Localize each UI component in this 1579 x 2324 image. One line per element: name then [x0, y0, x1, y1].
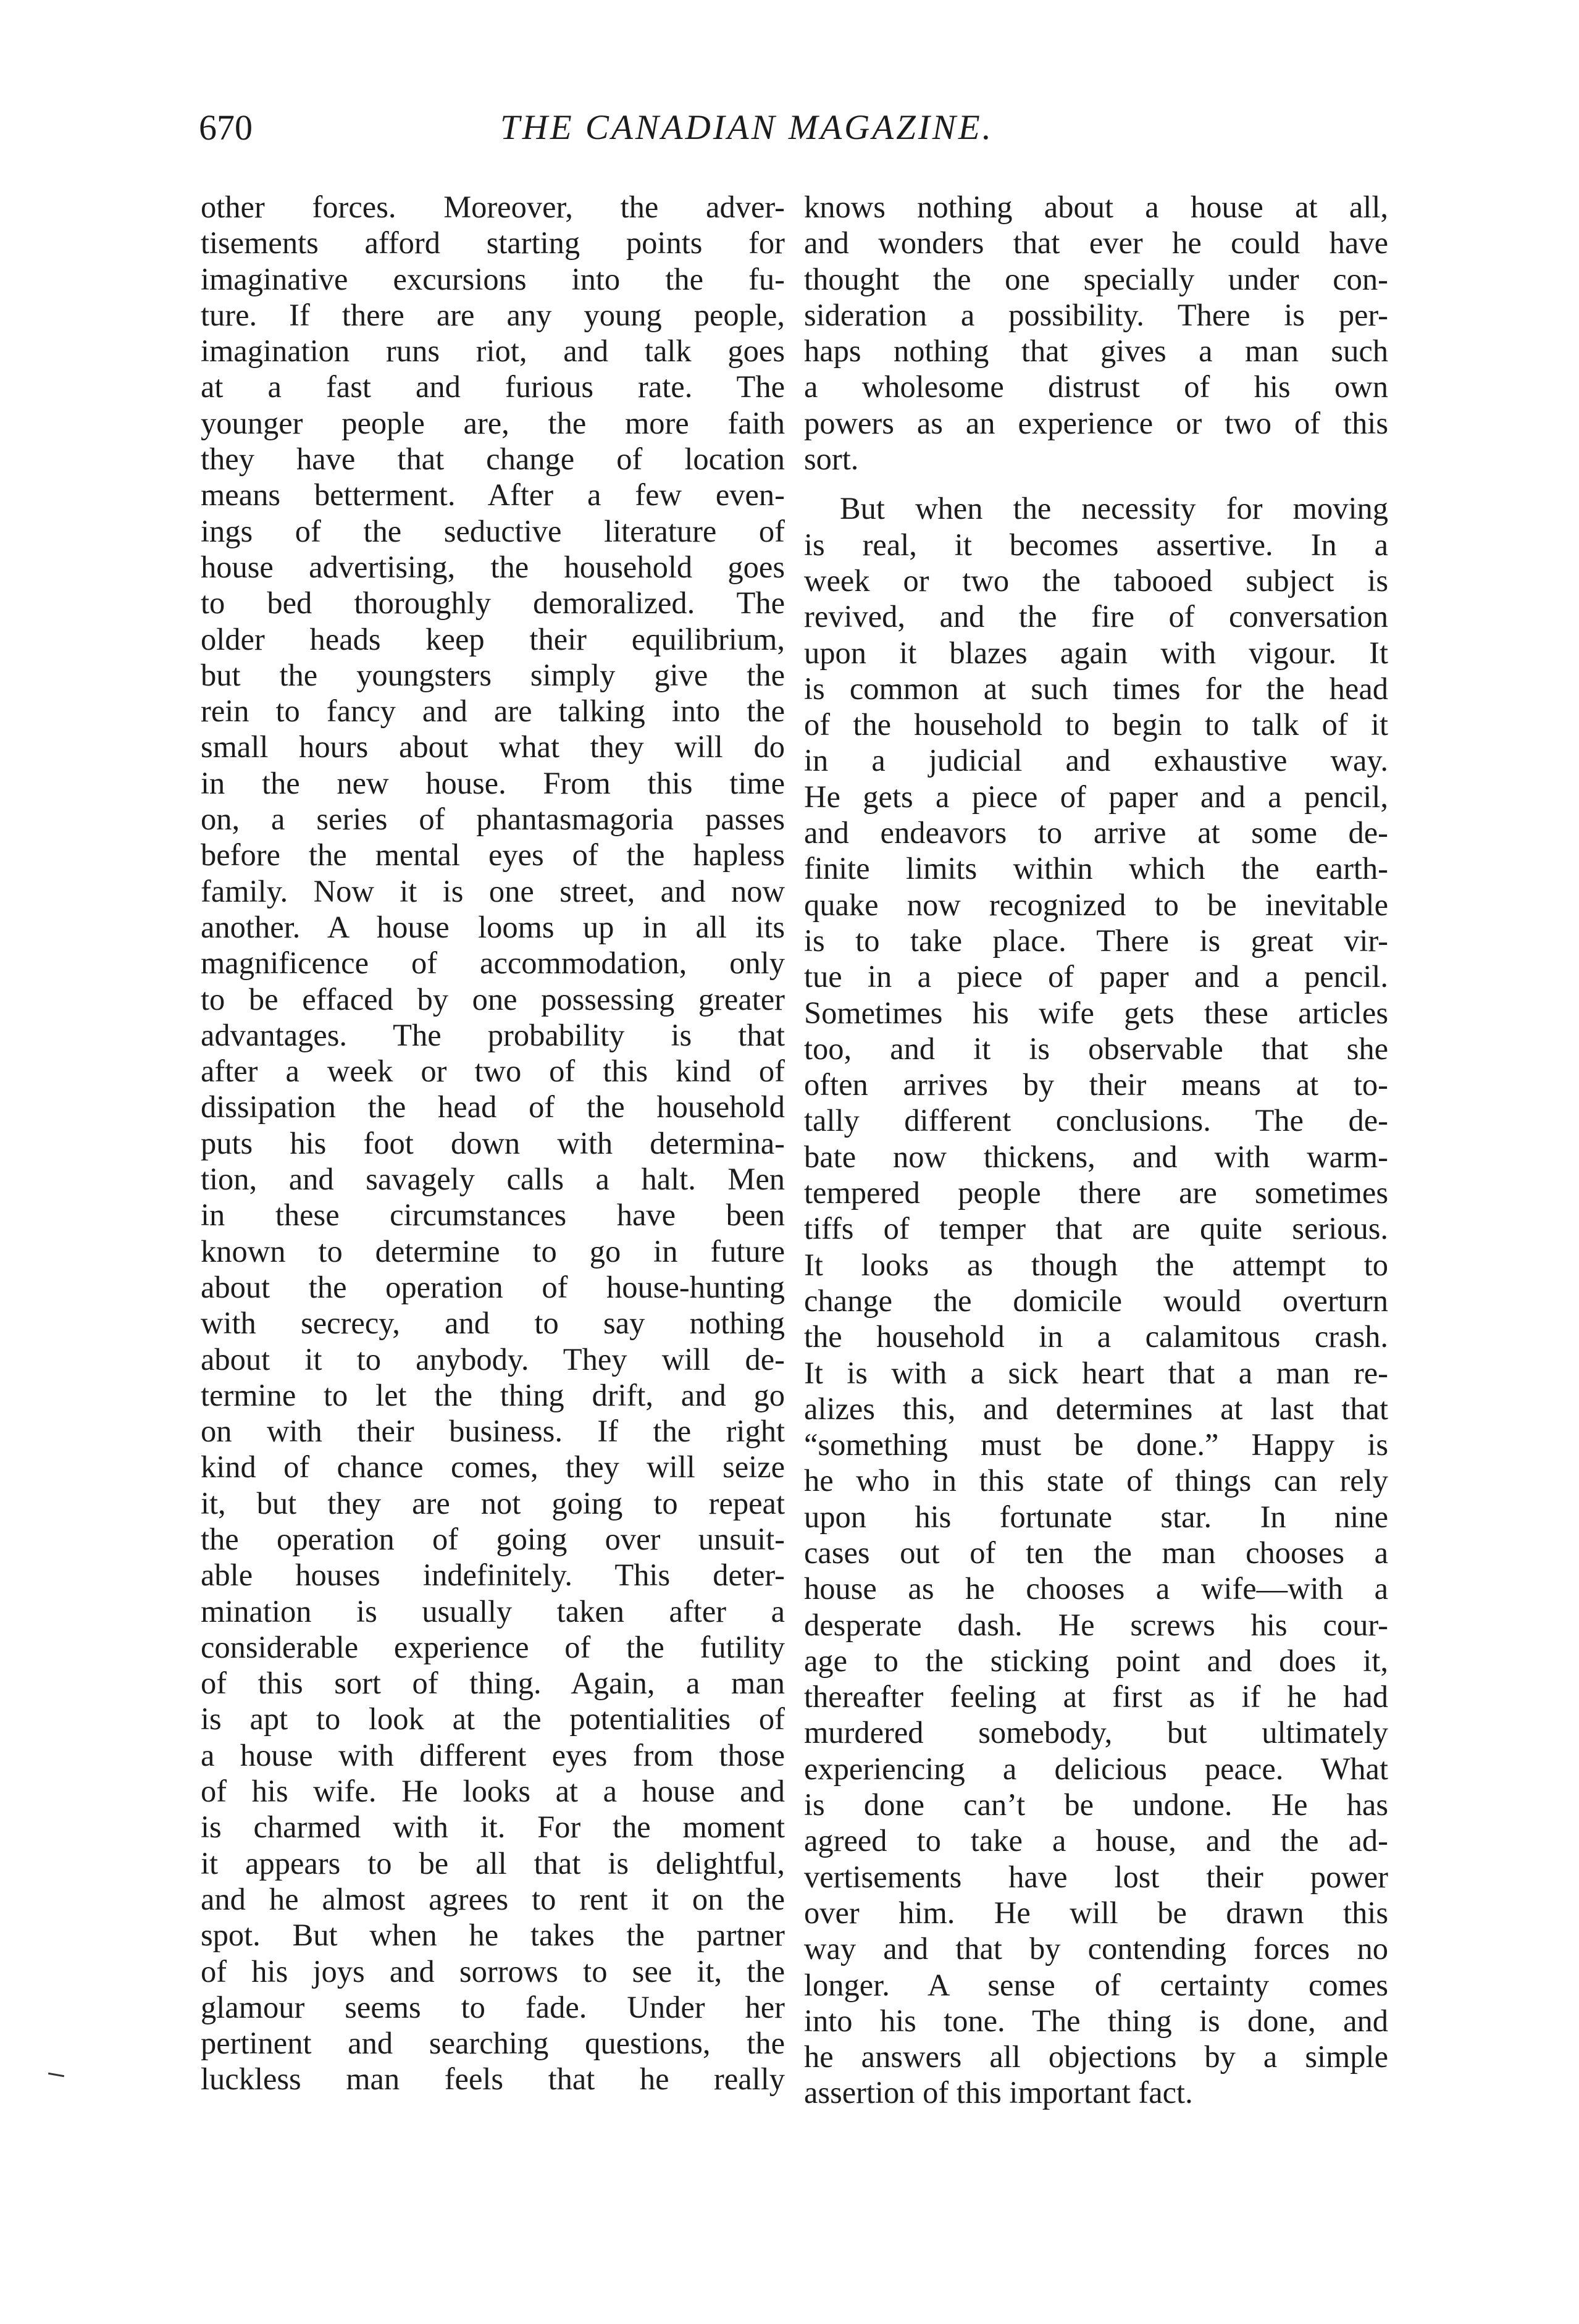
text-line: is apt to look at the potentialities of	[201, 1701, 785, 1737]
text-line: and he almost agrees to rent it on the	[201, 1881, 785, 1916]
text-line: advantages. The probability is that	[201, 1017, 785, 1052]
text-line: “something must be done.” Happy is	[804, 1427, 1388, 1462]
text-line: into his tone. The thing is done, and	[804, 2003, 1388, 2038]
text-line: He gets a piece of paper and a pencil,	[804, 779, 1388, 814]
text-line: of his wife. He looks at a house and	[201, 1774, 785, 1809]
text-line: week or two the tabooed subject is	[804, 563, 1388, 598]
text-line: family. Now it is one street, and now	[201, 873, 785, 908]
text-line: kind of chance comes, they will seize	[201, 1449, 785, 1485]
text-line: spot. But when he takes the partner	[201, 1918, 785, 1953]
text-line: after a week or two of this kind of	[201, 1054, 785, 1089]
text-line: pertinent and searching questions, the	[201, 2026, 785, 2061]
text-line: it, but they are not going to repeat	[201, 1485, 785, 1521]
text-line: the household in a calamitous crash.	[804, 1319, 1388, 1354]
right-column	[804, 189, 1388, 2111]
text-line: in a judicial and exhaustive way.	[804, 743, 1388, 778]
text-line: thought the one specially under con-	[804, 261, 1388, 296]
left-column	[201, 189, 785, 2097]
text-line: dissipation the head of the household	[201, 1089, 785, 1125]
text-line: is real, it becomes assertive. In a	[804, 527, 1388, 562]
text-line: and wonders that ever he could have	[804, 225, 1388, 261]
text-line: of the household to begin to talk of it	[804, 707, 1388, 742]
text-line: finite limits within which the earth-	[804, 851, 1388, 886]
text-line: agreed to take a house, and the ad-	[804, 1823, 1388, 1858]
text-line: on with their business. If the right	[201, 1414, 785, 1449]
text-line: tion, and savagely calls a halt. Men	[201, 1162, 785, 1197]
text-line: murdered somebody, but ultimately	[804, 1715, 1388, 1750]
text-line: desperate dash. He screws his cour-	[804, 1607, 1388, 1642]
text-line: at a fast and furious rate. The	[201, 369, 785, 405]
text-line: able houses indefinitely. This deter-	[201, 1558, 785, 1593]
text-line: house as he chooses a wife—with a	[804, 1571, 1388, 1606]
text-line: tisements afford starting points for	[201, 225, 785, 261]
text-line: is to take place. There is great vir-	[804, 923, 1388, 958]
text-line: mination is usually taken after a	[201, 1593, 785, 1629]
text-line: sort.	[804, 442, 859, 477]
text-line: a wholesome distrust of his own	[804, 369, 1388, 405]
text-line: revived, and the fire of conversation	[804, 599, 1388, 634]
text-line: too, and it is observable that she	[804, 1031, 1388, 1066]
text-line: is done can’t be undone. He has	[804, 1787, 1388, 1823]
text-line: quake now recognized to be inevitable	[804, 887, 1388, 922]
text-line: change the domicile would overturn	[804, 1283, 1388, 1318]
text-line: with secrecy, and to say nothing	[201, 1306, 785, 1341]
text-line: assertion of this important fact.	[804, 2075, 1193, 2110]
running-title: THE CANADIAN MAGAZINE.	[500, 108, 994, 147]
text-line: imagination runs riot, and talk goes	[201, 333, 785, 369]
text-line: is charmed with it. For the moment	[201, 1810, 785, 1845]
text-line: and endeavors to arrive at some de-	[804, 815, 1388, 850]
text-line: It is with a sick heart that a man re-	[804, 1355, 1388, 1390]
text-line: ture. If there are any young people,	[201, 297, 785, 332]
text-line: in the new house. From this time	[201, 765, 785, 800]
text-line: often arrives by their means at to-	[804, 1067, 1388, 1102]
text-line: to be effaced by one possessing greater	[201, 981, 785, 1017]
text-line: cases out of ten the man chooses a	[804, 1535, 1388, 1570]
text-line: longer. A sense of certainty comes	[804, 1967, 1388, 2002]
text-line: sideration a possibility. There is per-	[804, 297, 1388, 332]
text-line: way and that by contending forces no	[804, 1931, 1388, 1966]
text-line: tue in a piece of paper and a pencil.	[804, 959, 1388, 994]
text-line: of this sort of thing. Again, a man	[201, 1666, 785, 1701]
text-line: they have that change of location	[201, 442, 785, 477]
text-line: the operation of going over unsuit-	[201, 1521, 785, 1556]
text-line: rein to fancy and are talking into the	[201, 694, 785, 729]
text-line: a house with different eyes from those	[201, 1737, 785, 1772]
page-number: 670	[199, 107, 253, 148]
text-line: termine to let the thing drift, and go	[201, 1377, 785, 1412]
text-line: other forces. Moreover, the adver-	[201, 190, 785, 224]
text-line: before the mental eyes of the hapless	[201, 837, 785, 873]
text-line: considerable experience of the futility	[201, 1629, 785, 1664]
text-line: small hours about what they will do	[201, 729, 785, 765]
text-line: another. A house looms up in all its	[201, 909, 785, 944]
text-line: powers as an experience or two of this	[804, 405, 1388, 440]
text-line: haps nothing that gives a man such	[804, 333, 1388, 369]
text-line: age to the sticking point and does it,	[804, 1643, 1388, 1678]
text-line: Sometimes his wife gets these articles	[804, 995, 1388, 1030]
text-line: over him. He will be drawn this	[804, 1895, 1388, 1930]
paragraph-gap	[804, 477, 1388, 490]
text-line: alizes this, and determines at last that	[804, 1391, 1388, 1426]
text-line: luckless man feels that he really	[201, 2062, 785, 2097]
text-line: is common at such times for the head	[804, 671, 1388, 706]
text-line: bate now thickens, and with warm-	[804, 1139, 1388, 1174]
text-line: house advertising, the household goes	[201, 549, 785, 584]
text-line: knows nothing about a house at all,	[804, 190, 1388, 224]
text-line: known to determine to go in future	[201, 1233, 785, 1269]
text-line: in these circumstances have been	[201, 1198, 785, 1233]
text-line: older heads keep their equilibrium,	[201, 621, 785, 657]
text-line: he who in this state of things can rely	[804, 1463, 1388, 1498]
text-line: But when the necessity for moving	[840, 491, 1388, 526]
text-line: means betterment. After a few even-	[201, 477, 785, 513]
text-line: of his joys and sorrows to see it, the	[201, 1953, 785, 1989]
text-line: It looks as though the attempt to	[804, 1247, 1388, 1282]
text-line: imaginative excursions into the fu-	[201, 261, 785, 296]
text-line: it appears to be all that is delightful,	[201, 1845, 785, 1881]
text-line: magnificence of accommodation, only	[201, 946, 785, 981]
text-line: ings of the seductive literature of	[201, 513, 785, 548]
text-line: tempered people there are sometimes	[804, 1175, 1388, 1210]
text-line: tally different conclusions. The de-	[804, 1103, 1388, 1138]
text-line: glamour seems to fade. Under her	[201, 1989, 785, 2024]
text-line: to bed thoroughly demoralized. The	[201, 585, 785, 621]
text-line: experiencing a delicious peace. What	[804, 1751, 1388, 1786]
text-line: puts his foot down with determina-	[201, 1125, 785, 1160]
text-line: about the operation of house-hunting	[201, 1269, 785, 1304]
text-line: tiffs of temper that are quite serious.	[804, 1211, 1388, 1246]
text-line: on, a series of phantasmagoria passes	[201, 802, 785, 837]
text-line: younger people are, the more faith	[201, 405, 785, 440]
text-line: vertisements have lost their power	[804, 1859, 1388, 1894]
text-line: about it to anybody. They will de-	[201, 1341, 785, 1377]
text-line: upon his fortunate star. In nine	[804, 1499, 1388, 1534]
text-line: upon it blazes again with vigour. It	[804, 635, 1388, 670]
text-line: thereafter feeling at first as if he had	[804, 1679, 1388, 1714]
text-line: he answers all objections by a simple	[804, 2039, 1388, 2074]
text-line: but the youngsters simply give the	[201, 657, 785, 692]
margin-mark	[48, 2073, 64, 2077]
